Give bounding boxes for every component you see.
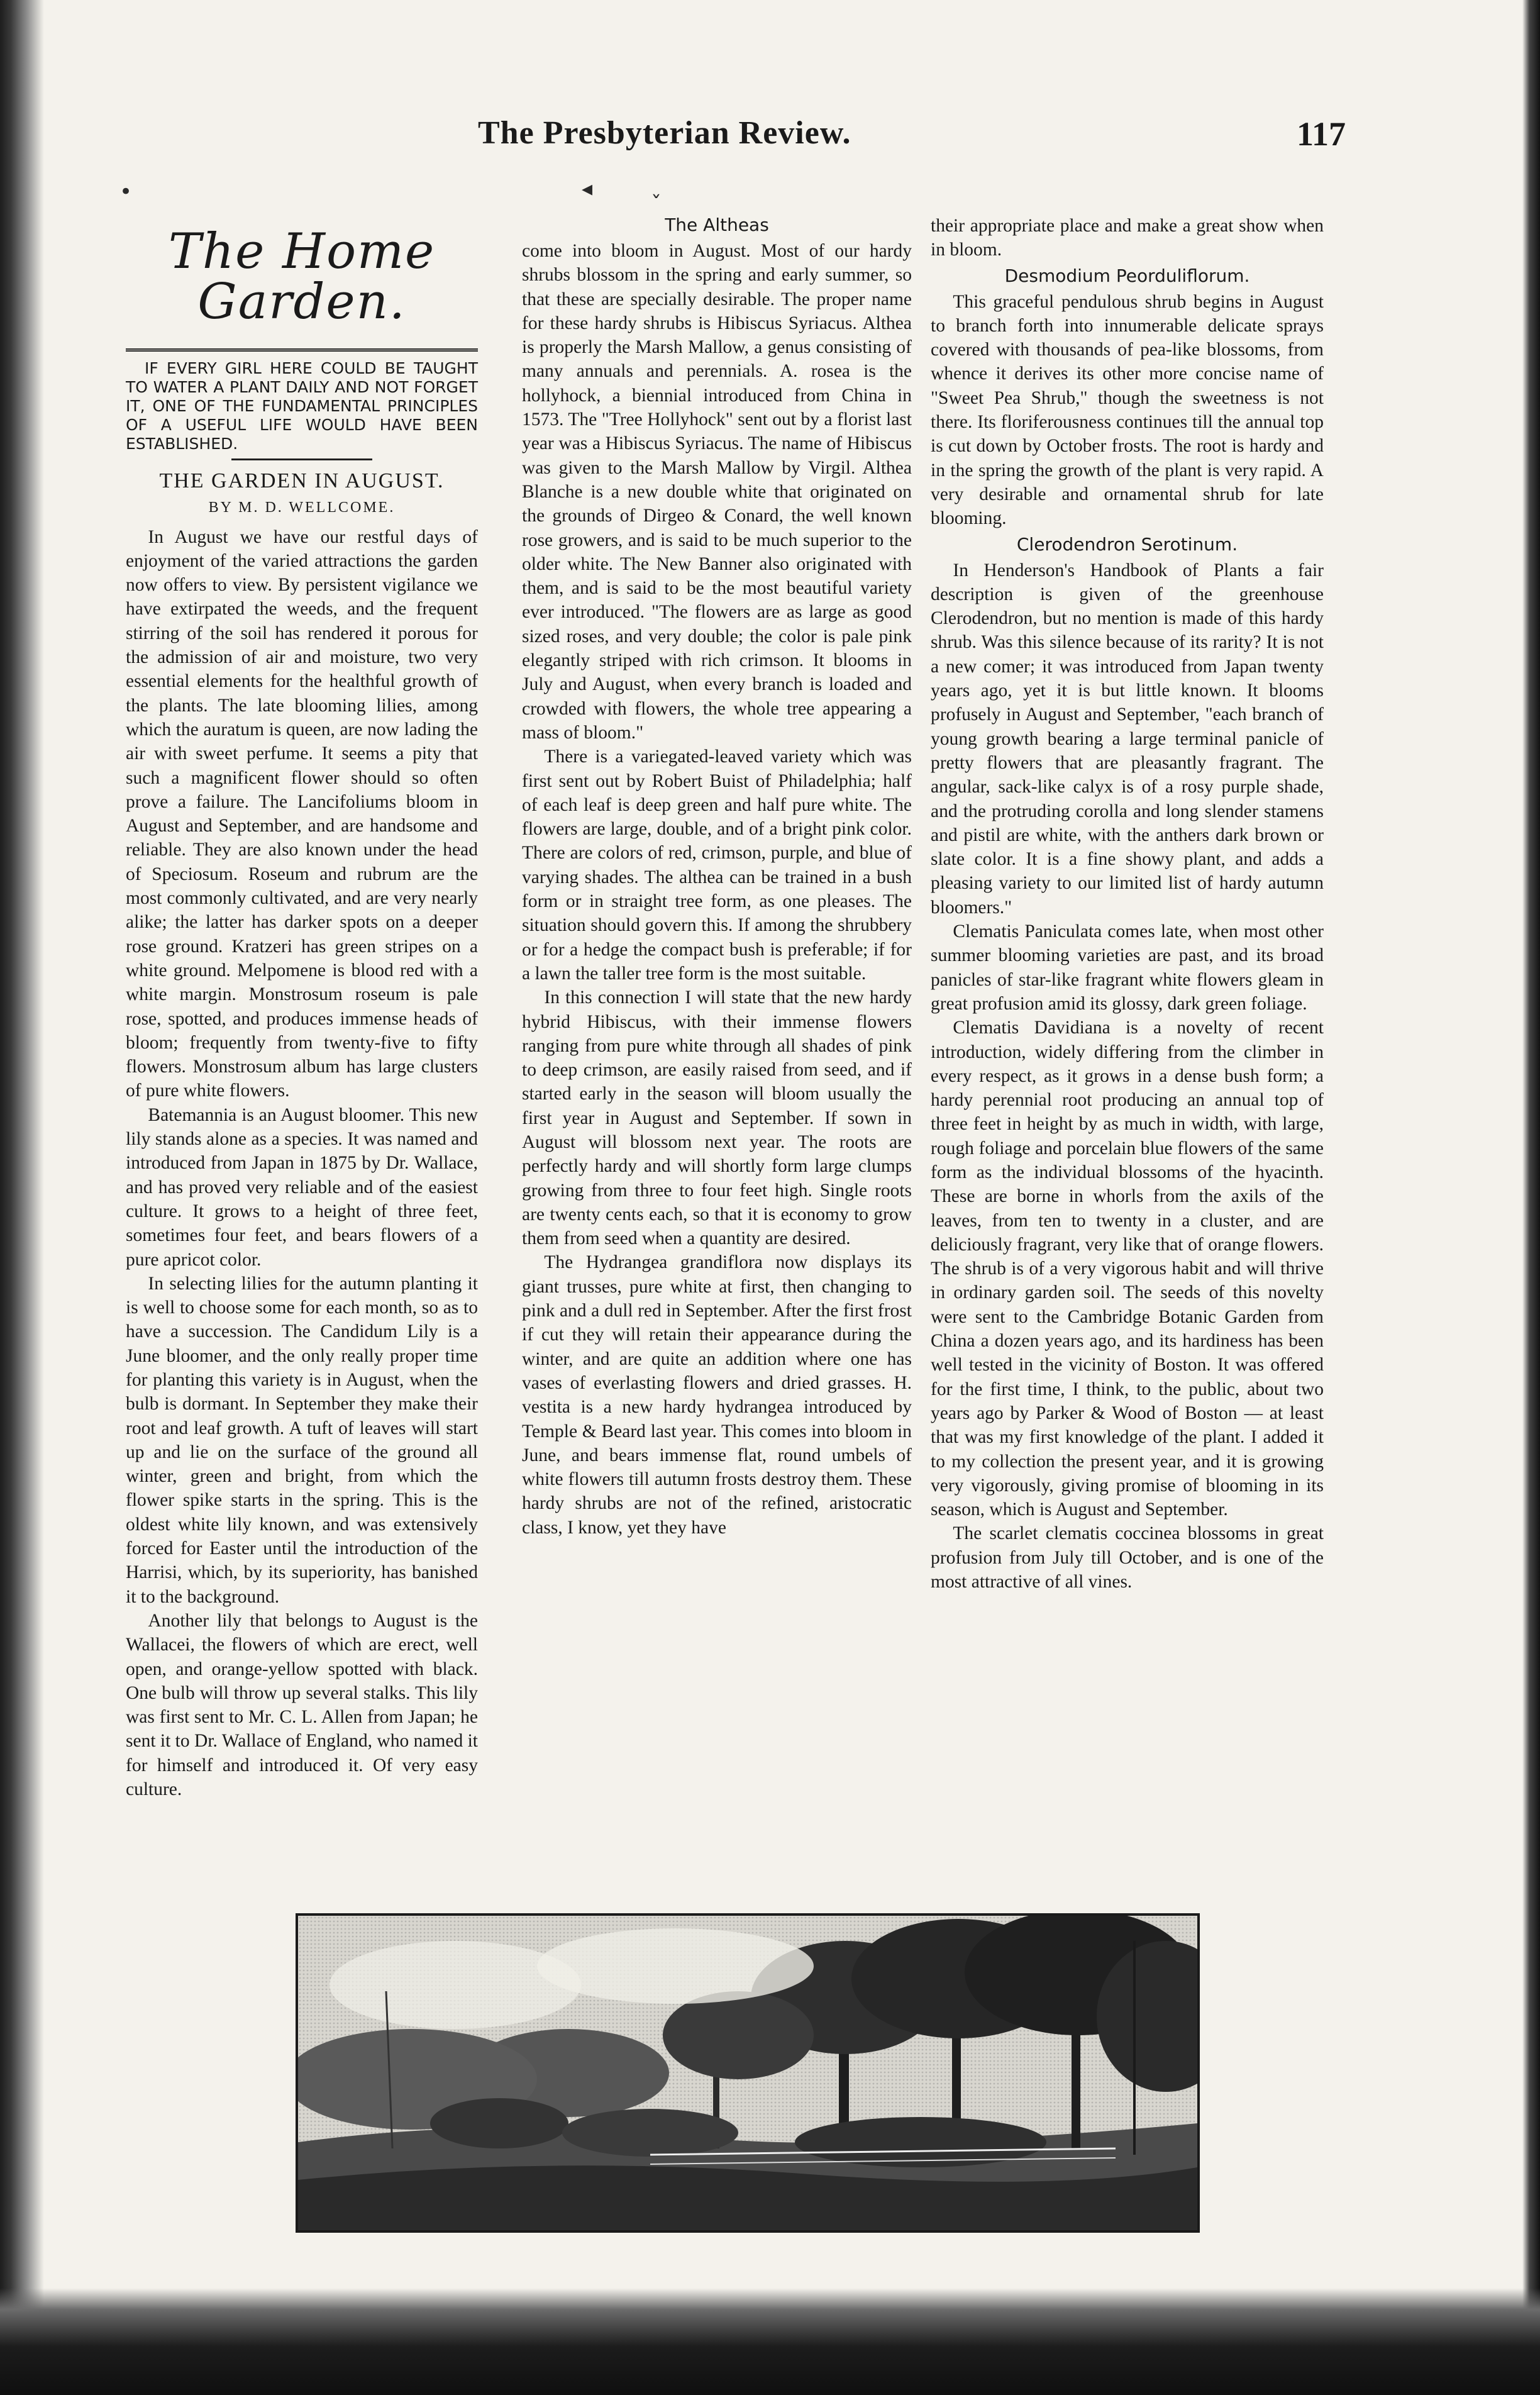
page-header (478, 114, 1346, 165)
margin-dot: • (119, 179, 133, 204)
paragraph: Batemannia is an August bloomer. This new lily stands alone as a species. It was named and introduced from Japan in 1875 by Dr. Wallace, and has proved very reliable and of the easiest culture. It grows to a height of three feet, sometimes four feet, and bears flowers of a pure apricot color. (126, 1104, 478, 1270)
paragraph: Another lily that belongs to August is the Wallacei, the flowers of which are erect, well open, and orange-yellow spotted with black. One bulb will throw up several stalks. This lily was first sent to Mr. C. L. Allen from Japan; he sent it to Dr. Wallace of England, who named it for himself and introduced it. Of very easy culture. (126, 1610, 478, 1800)
page-number: 117 (1296, 115, 1346, 153)
column-3 (931, 214, 1324, 1594)
intro-rule (231, 458, 372, 460)
garden-photo-illustration (298, 1916, 1197, 2230)
paragraph: In August we have our restful days of enjoyment of the varied attractions the garden now offers to view. By persistent vigilance we have extirpated the weeds, and the frequent stirring of the soil has rendered it porous for the admission of air and moisture, two very essential elements for the healthful growth of the plants. The late blooming lilies, among which the auratum is queen, are now lading the air with sweet perfume. It seems a pity that such a magnificent flower should so often prove a failure. The Lancifoliums bloom in August and September, and are handsome and reliable. They are also known under the head of Speciosum. Roseum and rubrum are the most commonly cultivated, and are very nearly alike; the latter has darker spots on a deeper rose ground. Kratzeri has green stripes on a white ground. Melpomene is blood red with a white margin. Monstrosum roseum is pale rose, spotted, and produces immense heads of bloom; frequently from twenty-five to fifty flowers. Monstrosum album has large clusters of pure white flowers. (126, 526, 478, 1101)
article-byline: BY M. D. WELLCOME. (208, 499, 396, 516)
department-title: The Home Garden. (168, 223, 436, 330)
paragraph: This graceful pendulous shrub begins in August to branch forth into innumerable delicate sprays covered with thousands of pea-like blossoms, from whence it derives its other more concise name of "Sweet Pea Shrub," though the sweetness is not there. Its floriferousness continues till the annual top is cut down by October frosts. The root is hardy and in the spring the growth of the plant is very rapid. A very desirable and ornamental shrub for late blooming. (931, 291, 1324, 529)
garden-photograph (296, 1913, 1200, 2233)
paragraph: In selecting lilies for the autumn planting it is well to choose some for each month, so as to have a succession. The Candidum Lily is a June bloomer, and the only really proper time for planting this variety is in August, when the bulb is dormant. In September they make their root and leaf growth. A tuft of leaves will start up and lie on the surface of the ground all winter, green and bright, from which the flower spike starts in the spring. This is the oldest white lily known, and was extensively forced for Easter until the introduction of the Harrisi, which, by its superiority, has banished it to the background. (126, 1273, 478, 1607)
section-heading: The Altheas (665, 214, 769, 235)
running-title: The Presbyterian Review. (478, 115, 851, 151)
margin-arrow: ◂ (582, 176, 593, 201)
paragraph: come into bloom in August. Most of our hardy shrubs blossom in the spring and early summer, so that these are specially desirable. The proper name for these hardy shrubs is Hibiscus Syriacus. Althea is properly the Marsh Mallow, a genus consisting of many annuals and perennials. A. rosea is the hollyhock, a biennial introduced from China in 1573. The "Tree Hollyhock" sent out by a florist last year was a Hibiscus Syriacus. The name of Hibiscus was given to the Marsh Mallow by Virgil. Althea Blanche is a new double white that originated on the grounds of Dirgeo & Conard, the well known rose growers, and is said to be much superior to the older white. The New Banner also originated with them, and is said to be the most beautiful variety ever introduced. "The flowers are as large as good sized roses, and very double; the color is pale pink elegantly striped with rich crimson. It blooms in July and August, when every branch is loaded and crowded with flowers, the whole tree appearing a mass of bloom." (522, 241, 912, 743)
column-1 (126, 214, 478, 1801)
paragraph: There is a variegated-leaved variety which was first sent out by Robert Buist of Philadelphia; half of each leaf is deep green and half pure white. The flowers are large, double, and of a bright pink color. There are colors of red, crimson, purple, and blue of varying shades. The althea can be trained in a bush form or in straight tree form, as one pleases. The situation should govern this. If among the shrubbery or for a hedge the compact bush is preferable; if for a lawn the taller tree form is the most suitable. (522, 747, 912, 984)
paragraph: In Henderson's Handbook of Plants a fair description is given of the greenhouse Clerodendron, but no mention is made of this hardy shrub. Was this silence because of its rarity? It is not a new comer; it was introduced from Japan twenty years ago, yet it is but little known. It blooms profusely in August and September, "each branch of young growth bearing a large terminal panicle of pretty flowers that are pleasantly fragrant. The angular, sack-like calyx is of a rosy purple shade, and the protruding corolla and long slender stamens and pistil are white, with the anthers dark brown or slate color. It is a fine showy plant, and adds a pleasing variety to our limited list of hardy autumn bloomers." (931, 560, 1324, 918)
column-2 (522, 214, 912, 1540)
scan-shadow-right (1522, 0, 1540, 2395)
paragraph: The Hydrangea grandiflora now displays its giant trusses, pure white at first, then changing to pink and a dull red in September. After the first frost if cut they will retain their appearance during the winter, and are quite an addition where one has vases of everlasting flowers and dried grasses. H. vestita is a new hardy hydrangea introduced by Temple & Beard last year. This comes into bloom in June, and bears immense flat, round umbels of white flowers till autumn frosts destroy them. These hardy shrubs are not of the refined, aristocratic class, I know, yet they have (522, 1252, 912, 1538)
section-heading: Clerodendron Serotinum. (1016, 533, 1238, 555)
scan-shadow-left (0, 0, 44, 2395)
paragraph: The scarlet clematis coccinea blossoms in great profusion from July till October, and is one of the most attractive of all vines. (931, 1523, 1324, 1592)
intro-caps: IF EVERY GIRL HERE COULD BE TAUGHT TO WATER A PLANT DAILY AND NOT FORGET IT, ONE OF THE FUNDAMENTAL PRINCIPLES OF A USEFUL LIFE WOULD HAVE BEEN ESTABLISHED. (126, 359, 478, 453)
section-heading: Desmodium Peorduliflorum. (1004, 265, 1250, 286)
paragraph: Clematis Paniculata comes late, when most other summer blooming varieties are past, and its broad panicles of star-like fragrant white flowers gleam in great profusion amid its glossy, dark green foliage. (931, 921, 1324, 1014)
scan-shadow-bottom (0, 2288, 1540, 2395)
paragraph: Clematis Davidiana is a novelty of recent introduction, widely differing from the climber in every respect, as it grows in a dense bush form; a hardy perennial root producing an annual top of three feet in height by as much in width, with large, rough foliage and porcelain blue flowers of the same form as the individual blossoms of the hyacinth. These are borne in whorls from the axils of the leaves, from ten to twenty in a cluster, and are deliciously fragrant, very like that of orange flowers. The shrub is of a very vigorous habit and will thrive in ordinary garden soil. The seeds of this novelty were sent to the Cambridge Botanic Garden from China a dozen years ago, and its hardiness has been well tested in the vicinity of Boston. It was offered for the first time, I think, to the public, about two years ago by Parker & Wood of Boston — at least that was my first knowledge of the plant. I added it to my collection the present year, and it is growing very vigorously, giving promise of blooming in its season, which is August and September. (931, 1018, 1324, 1520)
article-title: THE GARDEN IN AUGUST. (159, 469, 445, 492)
paragraph: their appropriate place and make a great show when in bloom. (931, 216, 1324, 260)
paragraph: In this connection I will state that the new hardy hybrid Hibiscus, with their immense flowers ranging from pure white through all shades of pink to deep crimson, are easily raised from seed, and if started early in the season will bloom usually the first year in August and September. If sown in August will blossom next year. The roots are perfectly hardy and will shortly form large clumps growing from three to four feet high. Single roots are twenty cents each, so that it is economy to grow them from seed when a quantity are desired. (522, 987, 912, 1249)
margin-tick: ˇ (651, 192, 662, 217)
department-rule (126, 348, 478, 352)
